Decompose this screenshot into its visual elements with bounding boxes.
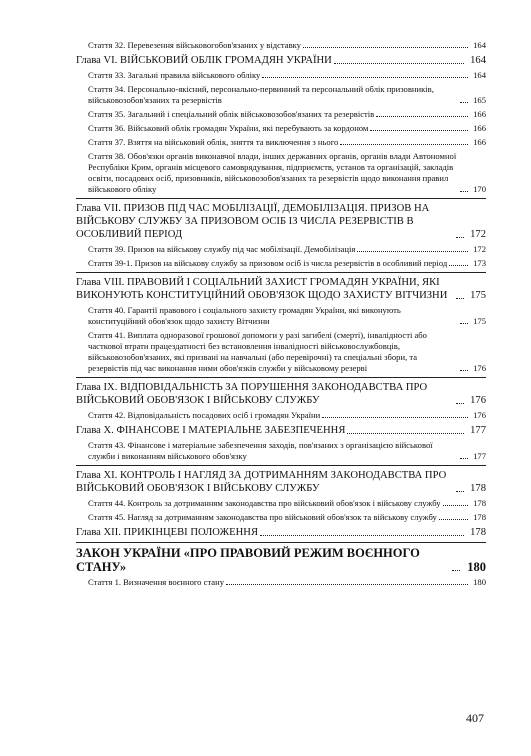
section-divider xyxy=(76,272,486,273)
leader-dots xyxy=(334,63,464,64)
toc-article-entry[interactable] xyxy=(76,305,486,327)
toc-entry-title: Глава IX. ВІДПОВІДАЛЬНІСТЬ ЗА ПОРУШЕННЯ ЗАКОНОДАВСТВА ПРО ВІЙСЬКОВИЙ ОБОВ'ЯЗОК І ВІЙСЬКОВУ СЛУЖБУ xyxy=(76,382,428,406)
toc-entry-page: 178 xyxy=(473,512,486,522)
toc-entry-page: 175 xyxy=(473,316,486,326)
toc-entry-title: Стаття 42. Відповідальність посадових осіб і громадян України xyxy=(88,410,321,420)
toc-entry-page: 178 xyxy=(470,527,486,538)
toc-entry-title: Глава VI. ВІЙСЬКОВИЙ ОБЛІК ГРОМАДЯН УКРАЇНИ xyxy=(76,55,332,66)
toc-entry-title: Стаття 36. Військовий облік громадян України, які перебувають за кордоном xyxy=(88,123,369,133)
toc-article-entry[interactable] xyxy=(76,258,486,269)
toc-article-entry[interactable] xyxy=(76,70,486,81)
leader-dots xyxy=(452,570,460,571)
toc-entry-page: 172 xyxy=(473,244,486,254)
toc-entry-title: Стаття 39-1. Призов на військову службу за призовом осіб із числа резервістів в особливий період xyxy=(88,258,448,268)
toc-entry-page: 170 xyxy=(473,184,486,194)
leader-dots xyxy=(456,298,464,299)
leader-dots xyxy=(460,191,468,192)
toc-entry-title: Стаття 37. Взяття на військовий облік, зняття та виключення з нього xyxy=(88,137,339,147)
toc-article-entry[interactable] xyxy=(76,84,486,106)
toc-entry-page: 177 xyxy=(470,425,486,436)
toc-entry-title: Стаття 41. Виплата одноразової грошової допомоги у разі загибелі (смерті), інвалідності або часткової втрати працездатності без встановлення інвалідності військовослужбовців, військовозобов'язаних, які призвані на навчальні (або перевірочні) та спеціальні збори, та резервістів під час виконання ними обов'язків служби у військовому резерві xyxy=(88,330,427,373)
toc-entry-title: Стаття 40. Гарантії правового і соціального захисту громадян України, які виконують конституційний обов'язок щодо захисту Вітчизни xyxy=(88,305,401,326)
leader-dots xyxy=(460,370,468,371)
toc-article-entry[interactable] xyxy=(76,577,486,588)
toc-article-entry[interactable] xyxy=(76,512,486,523)
toc-entry-page: 176 xyxy=(470,395,486,406)
toc-law-entry[interactable] xyxy=(76,546,486,574)
toc-entry-page: 165 xyxy=(473,95,486,105)
toc-entry-page: 180 xyxy=(467,560,486,574)
toc-article-entry[interactable] xyxy=(76,151,486,195)
toc-entry-page: 164 xyxy=(473,40,486,50)
toc-entry-title: Стаття 43. Фінансове і матеріальне забезпечення заходів, пов'язаних з організацією військової служби і виконанням військового обов'язку xyxy=(88,440,433,461)
leader-dots xyxy=(370,130,468,131)
toc-article-entry[interactable] xyxy=(76,137,486,148)
toc-entry-title: ЗАКОН УКРАЇНИ «ПРО ПРАВОВИЙ РЕЖИМ ВОЄННОГО СТАНУ» xyxy=(76,546,420,574)
leader-dots xyxy=(322,417,468,418)
toc-chapter-entry[interactable] xyxy=(76,469,486,495)
toc-article-entry[interactable] xyxy=(76,109,486,120)
toc-entry-title: Стаття 32. Перевезення військовогобов'язаних у відставку xyxy=(88,40,301,50)
leader-dots xyxy=(376,116,468,117)
leader-dots xyxy=(303,47,468,48)
leader-dots xyxy=(340,144,468,145)
leader-dots xyxy=(357,251,468,252)
toc-chapter-entry[interactable] xyxy=(76,54,486,67)
toc-article-entry[interactable] xyxy=(76,123,486,134)
toc-entry-title: Глава VIII. ПРАВОВИЙ І СОЦІАЛЬНИЙ ЗАХИСТ ГРОМАДЯН УКРАЇНИ, ЯКІ ВИКОНУЮТЬ КОНСТИТУЦІЙНИЙ ОБОВ'ЯЗОК ЩОДО ЗАХИСТУ ВІТЧИЗНИ xyxy=(76,277,448,301)
toc-article-entry[interactable] xyxy=(76,440,486,462)
toc-entry-page: 164 xyxy=(473,70,486,80)
toc-entry-title: Стаття 33. Загальні правила військового обліку xyxy=(88,70,261,80)
toc-entry-page: 178 xyxy=(470,483,486,494)
toc-article-entry[interactable] xyxy=(76,330,486,374)
toc-article-entry[interactable] xyxy=(76,244,486,255)
leader-dots xyxy=(460,458,468,459)
leader-dots xyxy=(449,265,468,266)
leader-dots xyxy=(456,491,464,492)
toc-entry-title: Стаття 34. Персонально-якісний, персонально-первинний та персональний облік призовників, військовозобов'язаних та резервістів xyxy=(88,84,434,105)
toc-entry-page: 166 xyxy=(473,123,486,133)
toc-chapter-entry[interactable] xyxy=(76,276,486,302)
leader-dots xyxy=(456,237,464,238)
toc-entry-title: Глава XI. КОНТРОЛЬ І НАГЛЯД ЗА ДОТРИМАННЯМ ЗАКОНОДАВСТВА ПРО ВІЙСЬКОВИЙ ОБОВ'ЯЗОК І ВІЙСЬКОВУ СЛУЖБУ xyxy=(76,470,447,494)
toc-chapter-entry[interactable] xyxy=(76,526,486,539)
toc-entry-page: 166 xyxy=(473,137,486,147)
leader-dots xyxy=(456,403,464,404)
section-divider xyxy=(76,465,486,466)
toc-chapter-entry[interactable] xyxy=(76,424,486,437)
leader-dots xyxy=(439,519,468,520)
toc-article-entry[interactable] xyxy=(76,410,486,421)
leader-dots xyxy=(460,102,468,103)
section-divider xyxy=(76,377,486,378)
toc-entry-page: 166 xyxy=(473,109,486,119)
toc-entry-title: Стаття 45. Нагляд за дотриманням законодавства про військовий обов'язок та військову службу xyxy=(88,512,437,522)
toc-entry-title: Стаття 1. Визначення воєнного стану xyxy=(88,577,225,587)
toc-entry-page: 180 xyxy=(473,577,486,587)
leader-dots xyxy=(262,77,468,78)
leader-dots xyxy=(347,433,464,434)
table-of-contents xyxy=(76,40,486,591)
toc-entry-title: Глава X. ФІНАНСОВЕ І МАТЕРІАЛЬНЕ ЗАБЕЗПЕЧЕННЯ xyxy=(76,425,346,436)
toc-entry-page: 178 xyxy=(473,498,486,508)
toc-entry-title: Стаття 39. Призов на військову службу під час мобілізації. Демобілізація xyxy=(88,244,356,254)
toc-entry-page: 176 xyxy=(473,363,486,373)
toc-article-entry[interactable] xyxy=(76,498,486,509)
leader-dots xyxy=(226,584,468,585)
toc-entry-page: 176 xyxy=(473,410,486,420)
toc-entry-page: 172 xyxy=(470,229,486,240)
toc-entry-title: Стаття 35. Загальний і спеціальний облік військовозобов'язаних та резервістів xyxy=(88,109,375,119)
toc-entry-title: Стаття 38. Обов'язки органів виконавчої влади, інших державних органів, органів влади Автономної Республіки Крим, органів місцевого самоврядування, підприємств, установ та організацій, закладів освіти, посадових осіб, призовників, військовозобов'язаних та резервістів щодо виконання правил військового обліку xyxy=(88,151,457,194)
toc-entry-page: 177 xyxy=(473,451,486,461)
toc-chapter-entry[interactable] xyxy=(76,381,486,407)
toc-entry-page: 164 xyxy=(470,55,486,66)
toc-article-entry[interactable] xyxy=(76,40,486,51)
section-divider xyxy=(76,542,486,543)
toc-entry-title: Глава VII. ПРИЗОВ ПІД ЧАС МОБІЛІЗАЦІЇ, ДЕМОБІЛІЗАЦІЯ. ПРИЗОВ НА ВІЙСЬКОВУ СЛУЖБУ ЗА ПРИЗОВОМ ОСІБ ІЗ ЧИСЛА РЕЗЕРВІСТІВ В ОСОБЛИВИЙ ПЕРІОД xyxy=(76,203,430,240)
section-divider xyxy=(76,198,486,199)
toc-entry-title: Глава XII. ПРИКІНЦЕВІ ПОЛОЖЕННЯ xyxy=(76,527,259,538)
leader-dots xyxy=(260,535,464,536)
leader-dots xyxy=(460,323,468,324)
leader-dots xyxy=(443,505,468,506)
toc-chapter-entry[interactable] xyxy=(76,202,486,241)
toc-entry-page: 173 xyxy=(473,258,486,268)
page-number: 407 xyxy=(466,711,484,725)
toc-entry-page: 175 xyxy=(470,290,486,301)
toc-entry-title: Стаття 44. Контроль за дотриманням законодавства про військовий обов'язок і військову службу xyxy=(88,498,441,508)
